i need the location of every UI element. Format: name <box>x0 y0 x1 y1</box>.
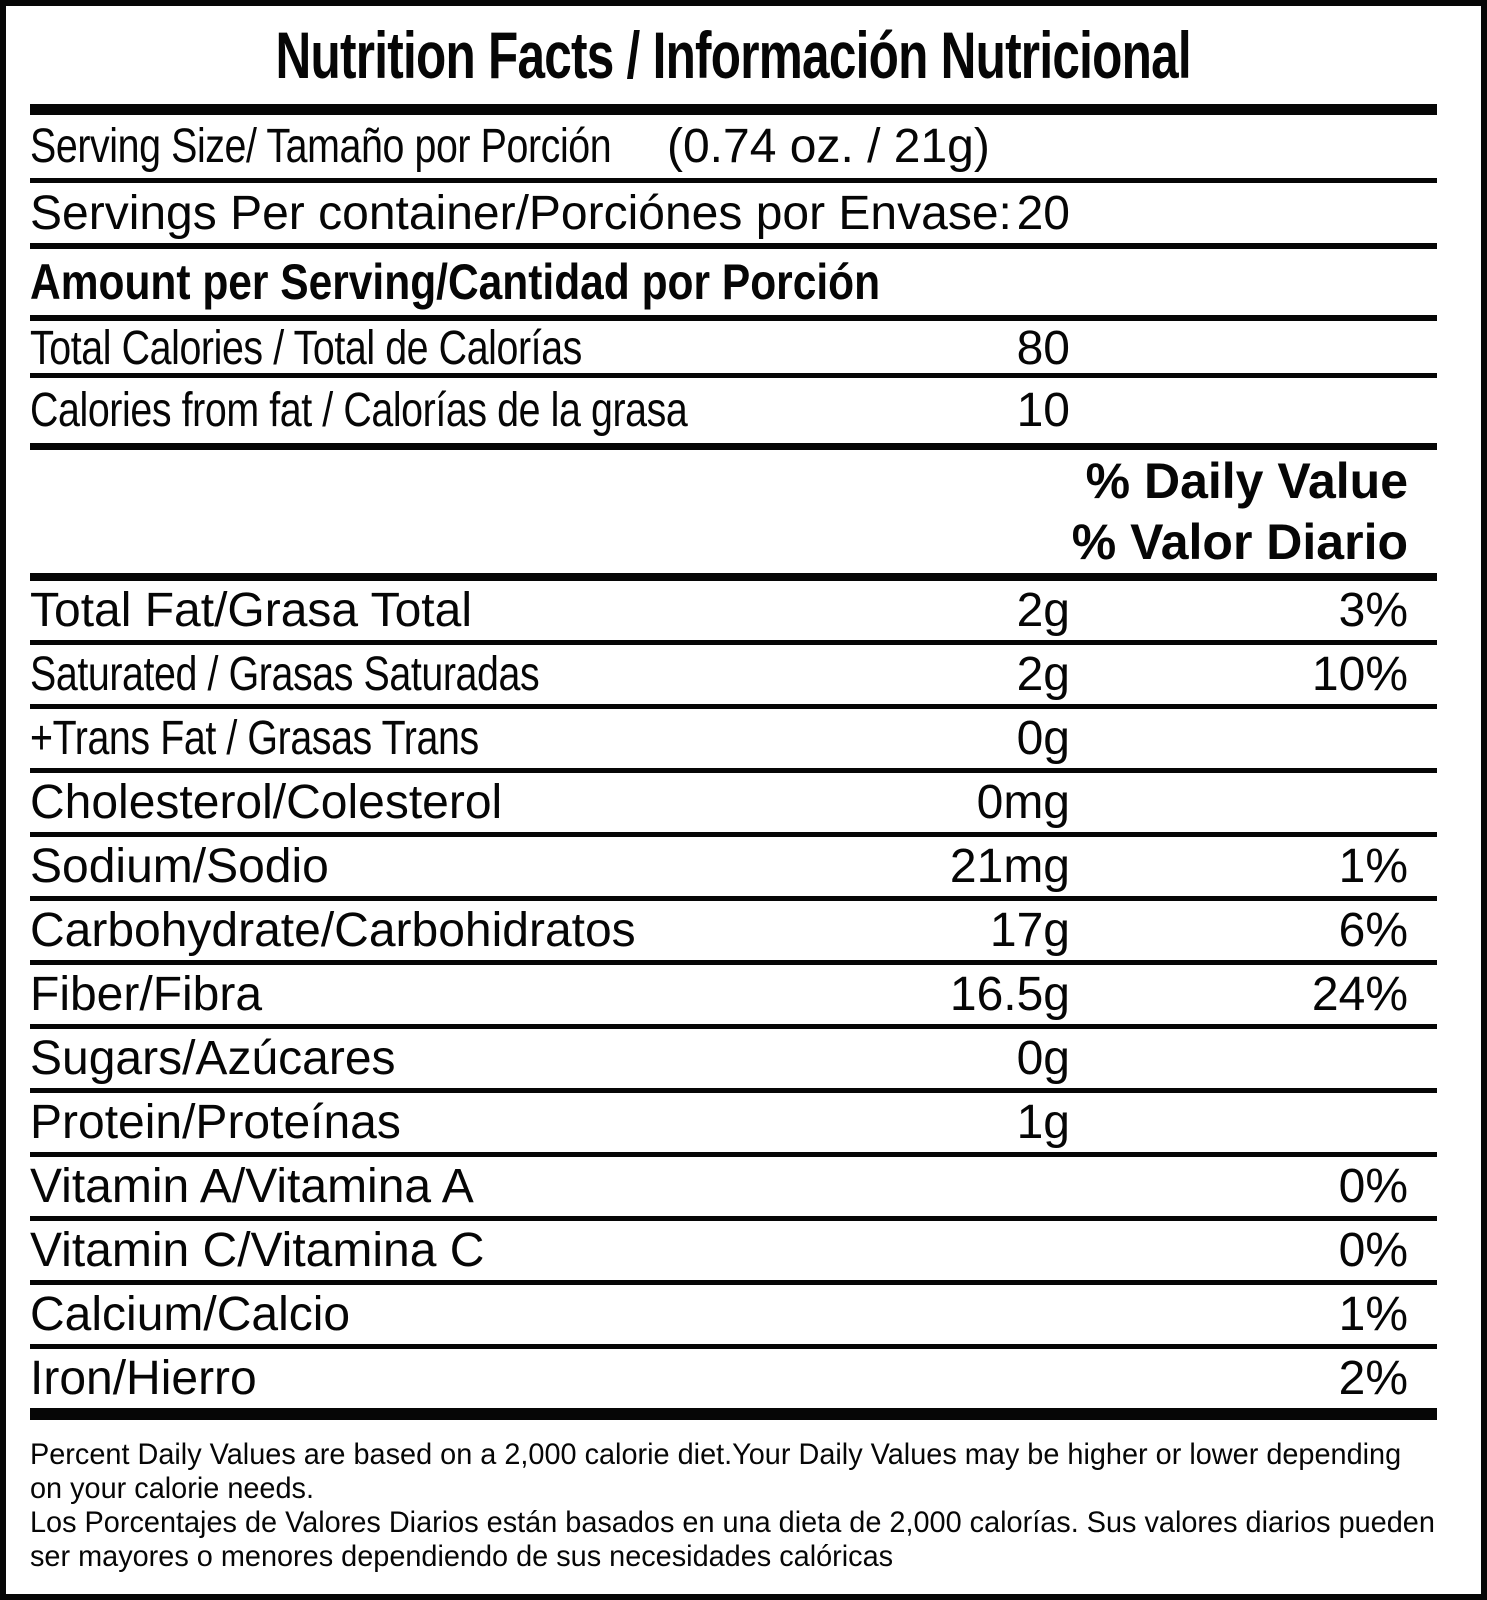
nutrient-label: Sodium/Sodio <box>30 840 329 893</box>
calories-from-fat-row <box>30 378 1437 450</box>
nutrient-row-calcium <box>30 1285 1437 1349</box>
calories-from-fat-amount: 10 <box>1016 384 1070 437</box>
nutrient-dv: 6% <box>1338 904 1408 957</box>
nutrient-label: Total Fat/Grasa Total <box>30 584 472 637</box>
nutrient-label: Vitamin C/Vitamina C <box>30 1224 485 1277</box>
footnote <box>30 1420 1437 1594</box>
serving-size-value: (0.74 oz. / 21g) <box>667 120 990 173</box>
nutrient-row-sodium <box>30 837 1437 901</box>
nutrient-amount: 17g <box>989 904 1070 957</box>
nutrient-row-vitamin-a <box>30 1157 1437 1221</box>
nutrient-label: Fiber/Fibra <box>30 968 263 1021</box>
nutrient-dv: 3% <box>1338 584 1408 637</box>
amount-per-serving-header-row <box>30 249 1437 321</box>
amount-per-serving-header: Amount per Serving/Cantidad por Porción <box>30 254 881 310</box>
nutrient-row-vitamin-c <box>30 1221 1437 1285</box>
nutrient-label: Carbohydrate/Carbohidratos <box>30 904 636 957</box>
nutrient-row-protein <box>30 1093 1437 1157</box>
nutrient-dv: 2% <box>1338 1352 1408 1405</box>
nutrient-label: Vitamin A/Vitamina A <box>30 1160 474 1213</box>
title-bar <box>30 6 1437 104</box>
calories-amount: 80 <box>1016 322 1070 375</box>
nutrient-label: Calcium/Calcio <box>30 1288 351 1341</box>
nutrient-dv: 24% <box>1311 968 1408 1021</box>
daily-value-header-block <box>30 450 1437 581</box>
serving-size-row <box>30 115 1437 183</box>
calories-label <box>30 321 820 376</box>
nutrient-label: Iron/Hierro <box>30 1352 257 1405</box>
servings-per-container-value: 20 <box>1016 186 1070 240</box>
nutrient-label <box>30 711 820 766</box>
nutrient-row-fiber <box>30 965 1437 1029</box>
page-title: Nutrition Facts / Información Nutricional <box>275 18 1192 92</box>
nutrient-amount: 1g <box>1016 1096 1070 1149</box>
serving-size-label: Serving Size/ Tamaño por Porción <box>30 120 612 173</box>
nutrient-row-saturated-fat <box>30 645 1437 709</box>
nutrient-label: Sugars/Azúcares <box>30 1032 396 1085</box>
calories-from-fat-label-text: Calories from fat / Calorías de la grasa <box>30 384 688 437</box>
title-divider <box>30 104 1437 115</box>
nutrient-label-text: Saturated / Grasas Saturadas <box>30 648 540 701</box>
total-calories-row <box>30 321 1437 378</box>
nutrient-amount: 21mg <box>949 840 1070 893</box>
footnote-es: Los Porcentajes de Valores Diarios están basados en una dieta de 2,000 calorías. Sus valores diarios pueden ser mayores o menores dependiendo de sus necesidades calóricas <box>30 1506 1435 1573</box>
footnote-en: Percent Daily Values are based on a 2,000 calorie diet.Your Daily Values may be higher or lower depending on your calorie needs. <box>30 1438 1402 1505</box>
nutrient-amount: 0g <box>1016 712 1070 765</box>
nutrient-dv: 1% <box>1338 840 1408 893</box>
daily-value-header-es: % Valor Diario <box>1071 514 1408 571</box>
nutrient-row-cholesterol <box>30 773 1437 837</box>
servings-per-container-row <box>30 183 1437 249</box>
footer-divider <box>30 1408 1437 1420</box>
nutrient-amount: 0g <box>1016 1032 1070 1085</box>
nutrient-dv: 10% <box>1311 648 1408 701</box>
nutrient-label: Protein/Proteínas <box>30 1096 401 1149</box>
nutrient-row-carbohydrate <box>30 901 1437 965</box>
nutrient-row-total-fat <box>30 581 1437 645</box>
nutrient-row-iron <box>30 1349 1437 1408</box>
nutrient-amount: 2g <box>1016 648 1070 701</box>
label-content <box>30 6 1437 1594</box>
nutrient-label: Cholesterol/Colesterol <box>30 776 503 829</box>
nutrient-label-text: +Trans Fat / Grasas Trans <box>30 712 479 765</box>
nutrient-row-sugars <box>30 1029 1437 1093</box>
nutrient-amount: 2g <box>1016 584 1070 637</box>
calories-from-fat-label <box>30 383 820 438</box>
calories-label-text: Total Calories / Total de Calorías <box>30 322 582 375</box>
serving-size-label-box <box>30 119 667 174</box>
nutrient-dv: 0% <box>1338 1160 1408 1213</box>
nutrient-dv: 0% <box>1338 1224 1408 1277</box>
nutrient-row-trans-fat <box>30 709 1437 773</box>
nutrient-amount: 0mg <box>976 776 1070 829</box>
nutrient-label <box>30 647 820 702</box>
nutrient-amount: 16.5g <box>949 968 1070 1021</box>
servings-per-container-label: Servings Per container/Porciónes por Envase: <box>30 186 1012 240</box>
nutrient-dv: 1% <box>1338 1288 1408 1341</box>
daily-value-header-en: % Daily Value <box>1085 452 1408 509</box>
